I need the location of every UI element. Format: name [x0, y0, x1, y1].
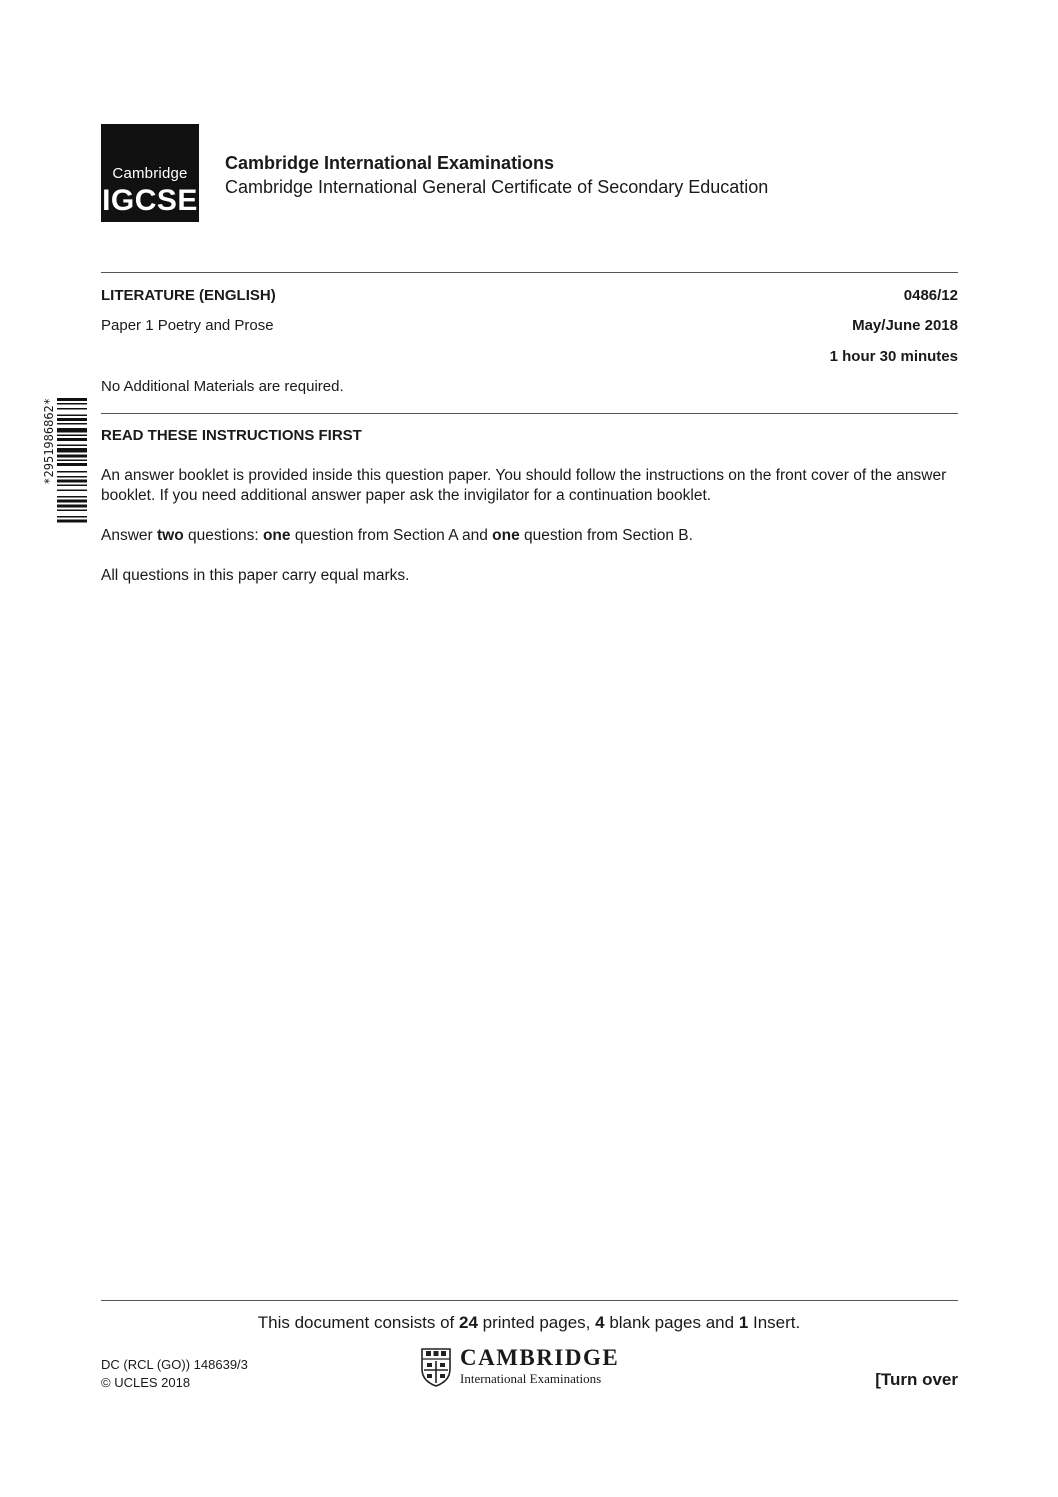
cambridge-crest-icon [420, 1347, 452, 1387]
copyright: © UCLES 2018 [101, 1375, 191, 1390]
org-subtitle: Cambridge International General Certificate of Secondary Education [225, 177, 769, 197]
barcode-digits: *2951986862* [42, 398, 56, 485]
paper-code: 0486/12 [903, 287, 958, 304]
logo-line2: IGCSE [102, 184, 198, 217]
instruction-answer-booklet: An answer booklet is provided inside this question paper. You should follow the instructions on the front cover of the answer booklet. If you need additional answer paper ask the invigilator for a continuation booklet. [101, 467, 947, 504]
cambridge-wordmark: CAMBRIDGE [460, 1345, 620, 1370]
paper-name: Paper 1 Poetry and Prose [101, 317, 274, 334]
instruction-answer-questions: Answer two questions: one question from Section A and one question from Section B. [101, 527, 693, 544]
turn-over-label: [Turn over [875, 1370, 958, 1389]
org-title: Cambridge International Examinations [225, 153, 555, 173]
subject-title: LITERATURE (ENGLISH) [101, 287, 276, 304]
cambridge-igcse-logo [101, 124, 199, 222]
cambridge-wordmark-sub: International Examinations [460, 1371, 602, 1386]
exam-duration: 1 hour 30 minutes [829, 348, 958, 365]
top-divider [101, 272, 958, 273]
exam-session: May/June 2018 [852, 317, 958, 334]
document-reference: DC (RCL (GO)) 148639/3 [101, 1357, 248, 1372]
instructions-title: READ THESE INSTRUCTIONS FIRST [101, 427, 362, 444]
footer-divider [101, 1300, 958, 1301]
page-count-note: This document consists of 24 printed pages, 4 blank pages and 1 Insert. [257, 1313, 801, 1332]
logo-line1: Cambridge [112, 165, 188, 182]
barcode-bars-icon [57, 398, 87, 598]
barcode [43, 398, 87, 598]
instruction-equal-marks: All questions in this paper carry equal marks. [101, 567, 410, 584]
instructions-divider [101, 413, 958, 414]
materials-note: No Additional Materials are required. [101, 378, 344, 395]
